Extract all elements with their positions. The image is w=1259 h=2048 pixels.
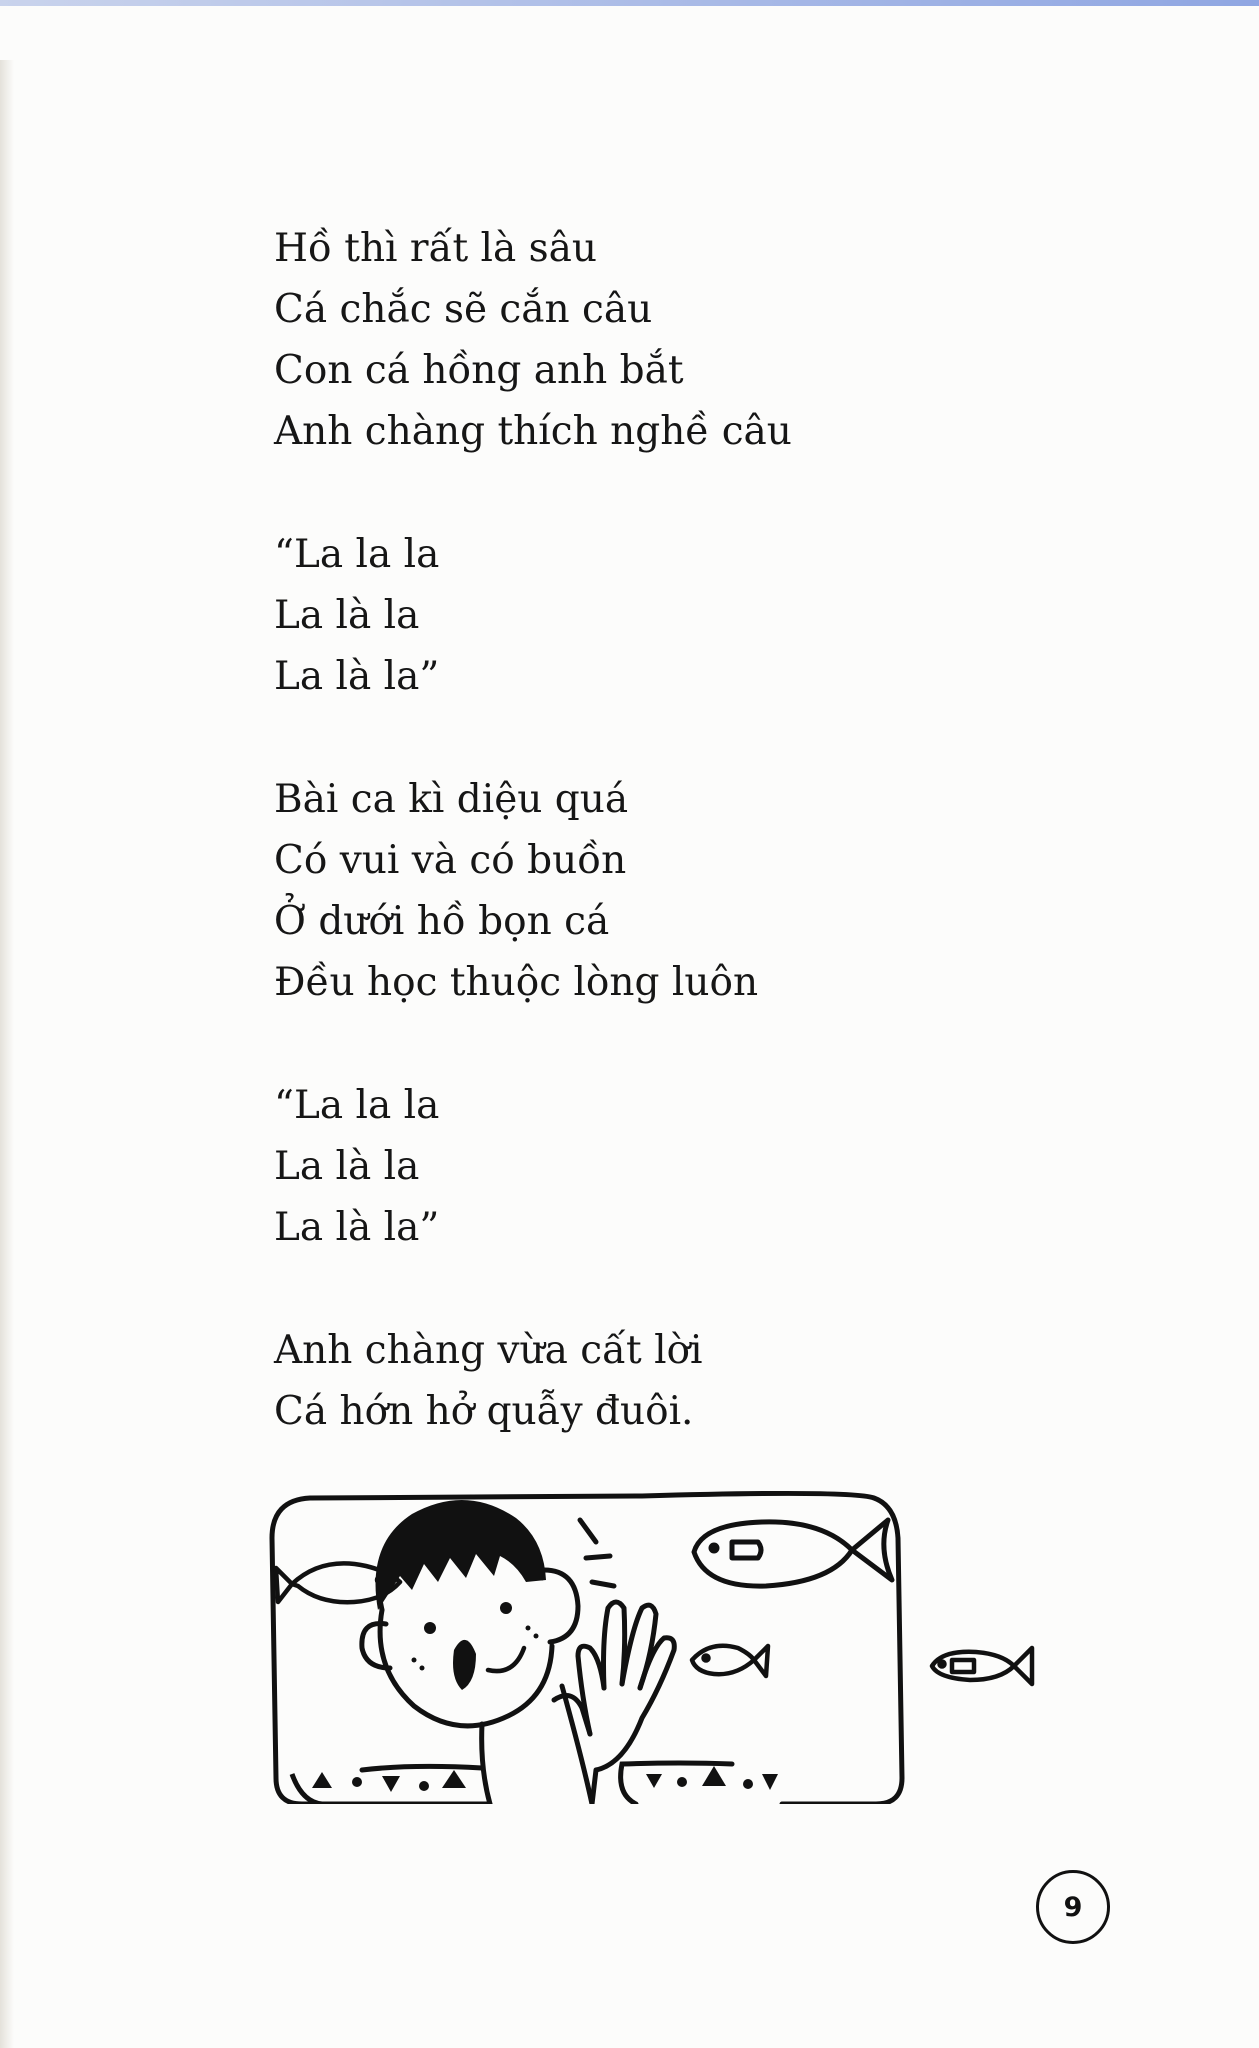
page-gutter-shadow [0, 60, 14, 2048]
poem-line: La là la” [274, 654, 440, 699]
pebbles-icon [646, 1766, 778, 1790]
poem-line: “La la la [274, 532, 440, 577]
poem-line: Con cá hồng anh bắt [274, 348, 684, 393]
hair-icon [376, 1500, 546, 1610]
poem-line: Cá hớn hở quẫy đuôi. [274, 1389, 694, 1434]
page-number: 9 [1036, 1870, 1110, 1944]
poem-line: La là la” [274, 1205, 440, 1250]
poem-line: Có vui và có buồn [274, 838, 627, 883]
poem-line: La là la [274, 593, 420, 638]
poem-line: Bài ca kì diệu quá [274, 777, 629, 822]
poem-stanza [274, 1320, 1094, 1442]
fish-icon [932, 1648, 1032, 1684]
fish-icon [692, 1646, 768, 1676]
poem-line: Anh chàng thích nghề câu [274, 409, 792, 454]
fish-icon [694, 1520, 892, 1586]
poem-stanza [274, 524, 1094, 707]
boy-and-fish-illustration [262, 1478, 1052, 1804]
poem-line: Đều học thuộc lòng luôn [274, 960, 759, 1005]
poem-stanza [274, 1075, 1094, 1258]
poem-line: Cá chắc sẽ cắn câu [274, 287, 653, 332]
sound-lines-icon [580, 1520, 614, 1586]
open-mouth-icon [453, 1640, 476, 1690]
poem-text [274, 218, 1094, 1504]
poem-line: Anh chàng vừa cất lời [274, 1328, 703, 1373]
pebbles-icon [312, 1770, 466, 1792]
poem-stanza [274, 218, 1094, 462]
eye-icon [424, 1622, 436, 1634]
eye-icon [500, 1602, 512, 1614]
poem-line: Hồ thì rất là sâu [274, 226, 598, 271]
poem-line: La là la [274, 1144, 420, 1189]
poem-line: “La la la [274, 1083, 440, 1128]
poem-line: Ở dưới hồ bọn cá [274, 899, 610, 944]
poem-stanza [274, 769, 1094, 1013]
top-edge-strip [0, 0, 1259, 6]
